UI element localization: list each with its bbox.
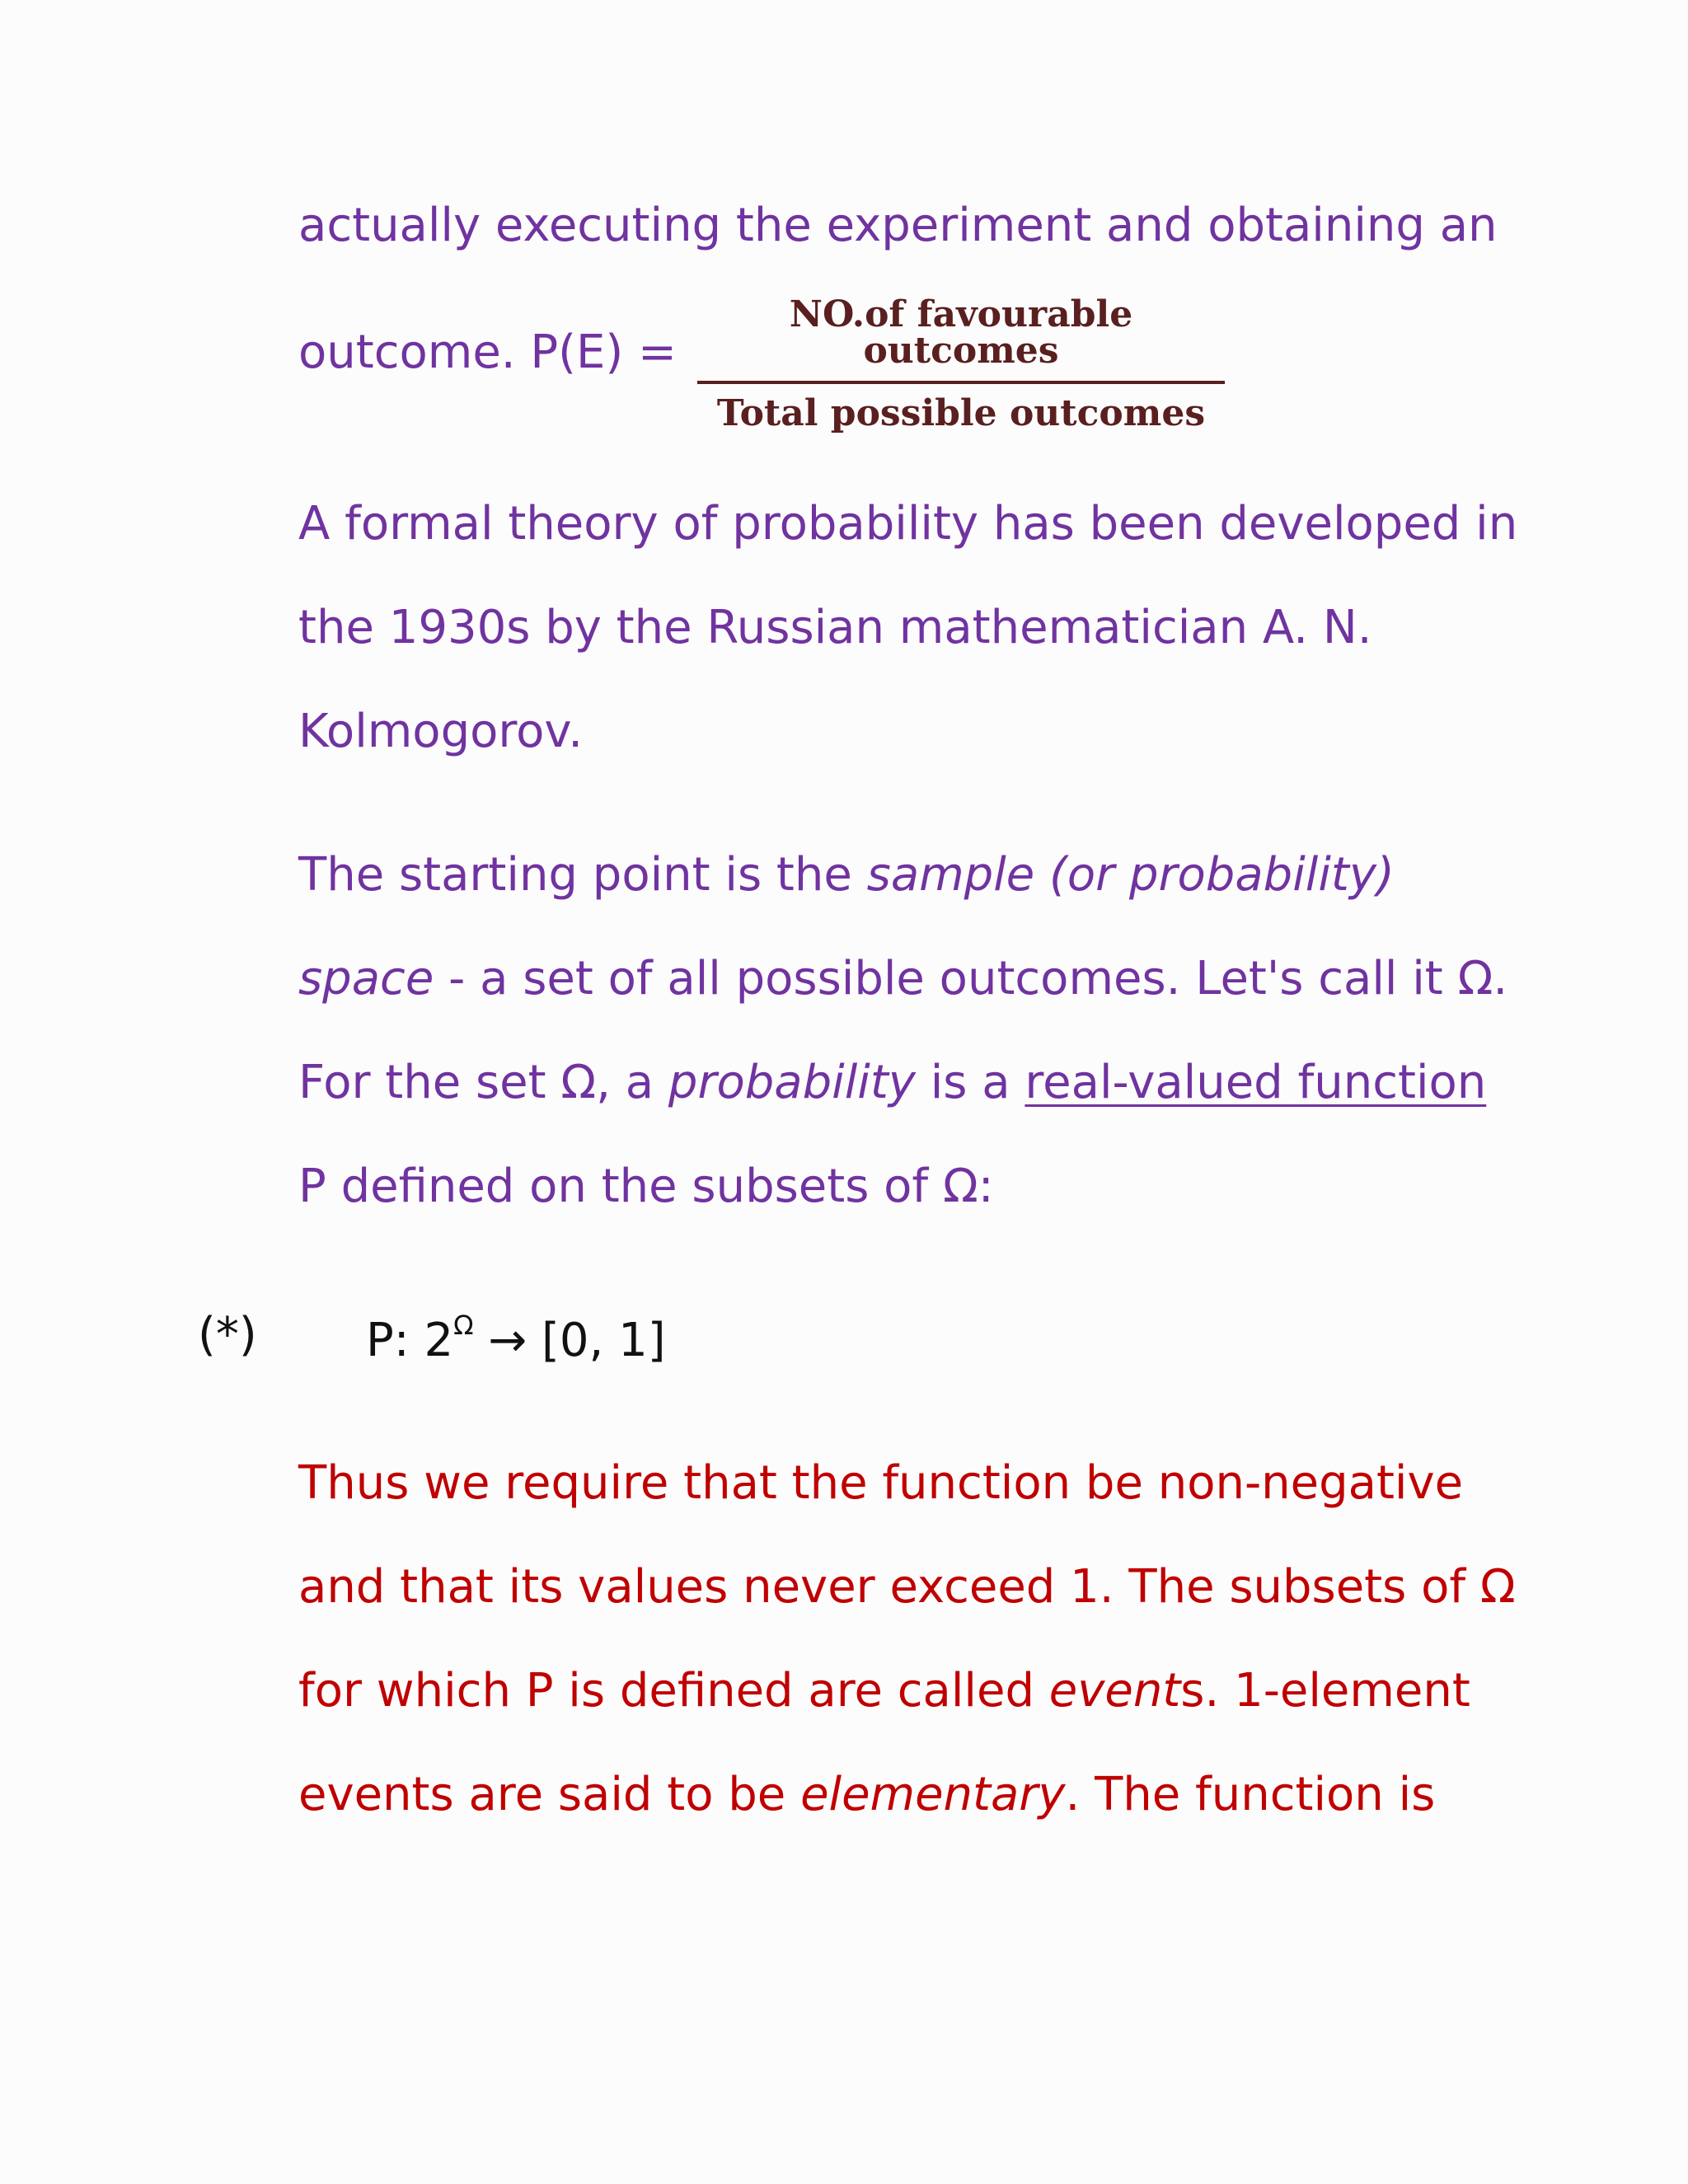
text-line (298, 952, 1508, 1005)
text-line (298, 1768, 1436, 1821)
text-run: events are said to be (298, 1768, 801, 1821)
text-line: the 1930s by the Russian mathematician A. N. (298, 601, 1372, 654)
underlined-link-text[interactable]: real-valued function (1025, 1056, 1487, 1109)
text-line: Thus we require that the function be non-negative (298, 1456, 1464, 1510)
italic-term: event (1048, 1664, 1181, 1718)
text-line (298, 1056, 1487, 1109)
formula-superscript: Ω (453, 1310, 474, 1341)
text-line: Kolmogorov. (298, 705, 584, 758)
text-run: is a (915, 1056, 1025, 1109)
formula-lhs: P: 2 (366, 1314, 454, 1367)
text-run: - a set of all possible outcomes. Let's call it Ω. (434, 952, 1508, 1005)
text-run: The starting point is the (298, 848, 867, 902)
text-run: For the set Ω, a (298, 1056, 668, 1109)
text-line: A formal theory of probability has been developed in (298, 497, 1518, 551)
text-run: . The function is (1065, 1768, 1436, 1821)
fraction-denominator: Total possible outcomes (716, 392, 1206, 434)
italic-term: probability (668, 1056, 916, 1109)
text-run: for which P is defined are called (298, 1664, 1049, 1718)
formula-label: (*) (198, 1308, 257, 1361)
formula (366, 1310, 666, 1367)
text-run: s. 1-element (1180, 1664, 1470, 1718)
text-line (298, 1664, 1470, 1718)
text-line: and that its values never exceed 1. The subsets of Ω (298, 1560, 1516, 1614)
text-line (298, 848, 1395, 902)
probability-fraction (697, 293, 1225, 434)
italic-term: elementary (800, 1768, 1066, 1821)
text-line: P defined on the subsets of Ω: (298, 1160, 994, 1213)
fraction-numerator: NO.of favourable outcomes (789, 293, 1133, 372)
text-line: actually executing the experiment and obtaining an (298, 199, 1498, 252)
formula-rhs: → [0, 1] (473, 1314, 666, 1367)
text-line: outcome. P(E) = (298, 326, 677, 379)
italic-term: space (298, 952, 434, 1005)
italic-term: sample (or probability) (866, 848, 1395, 902)
